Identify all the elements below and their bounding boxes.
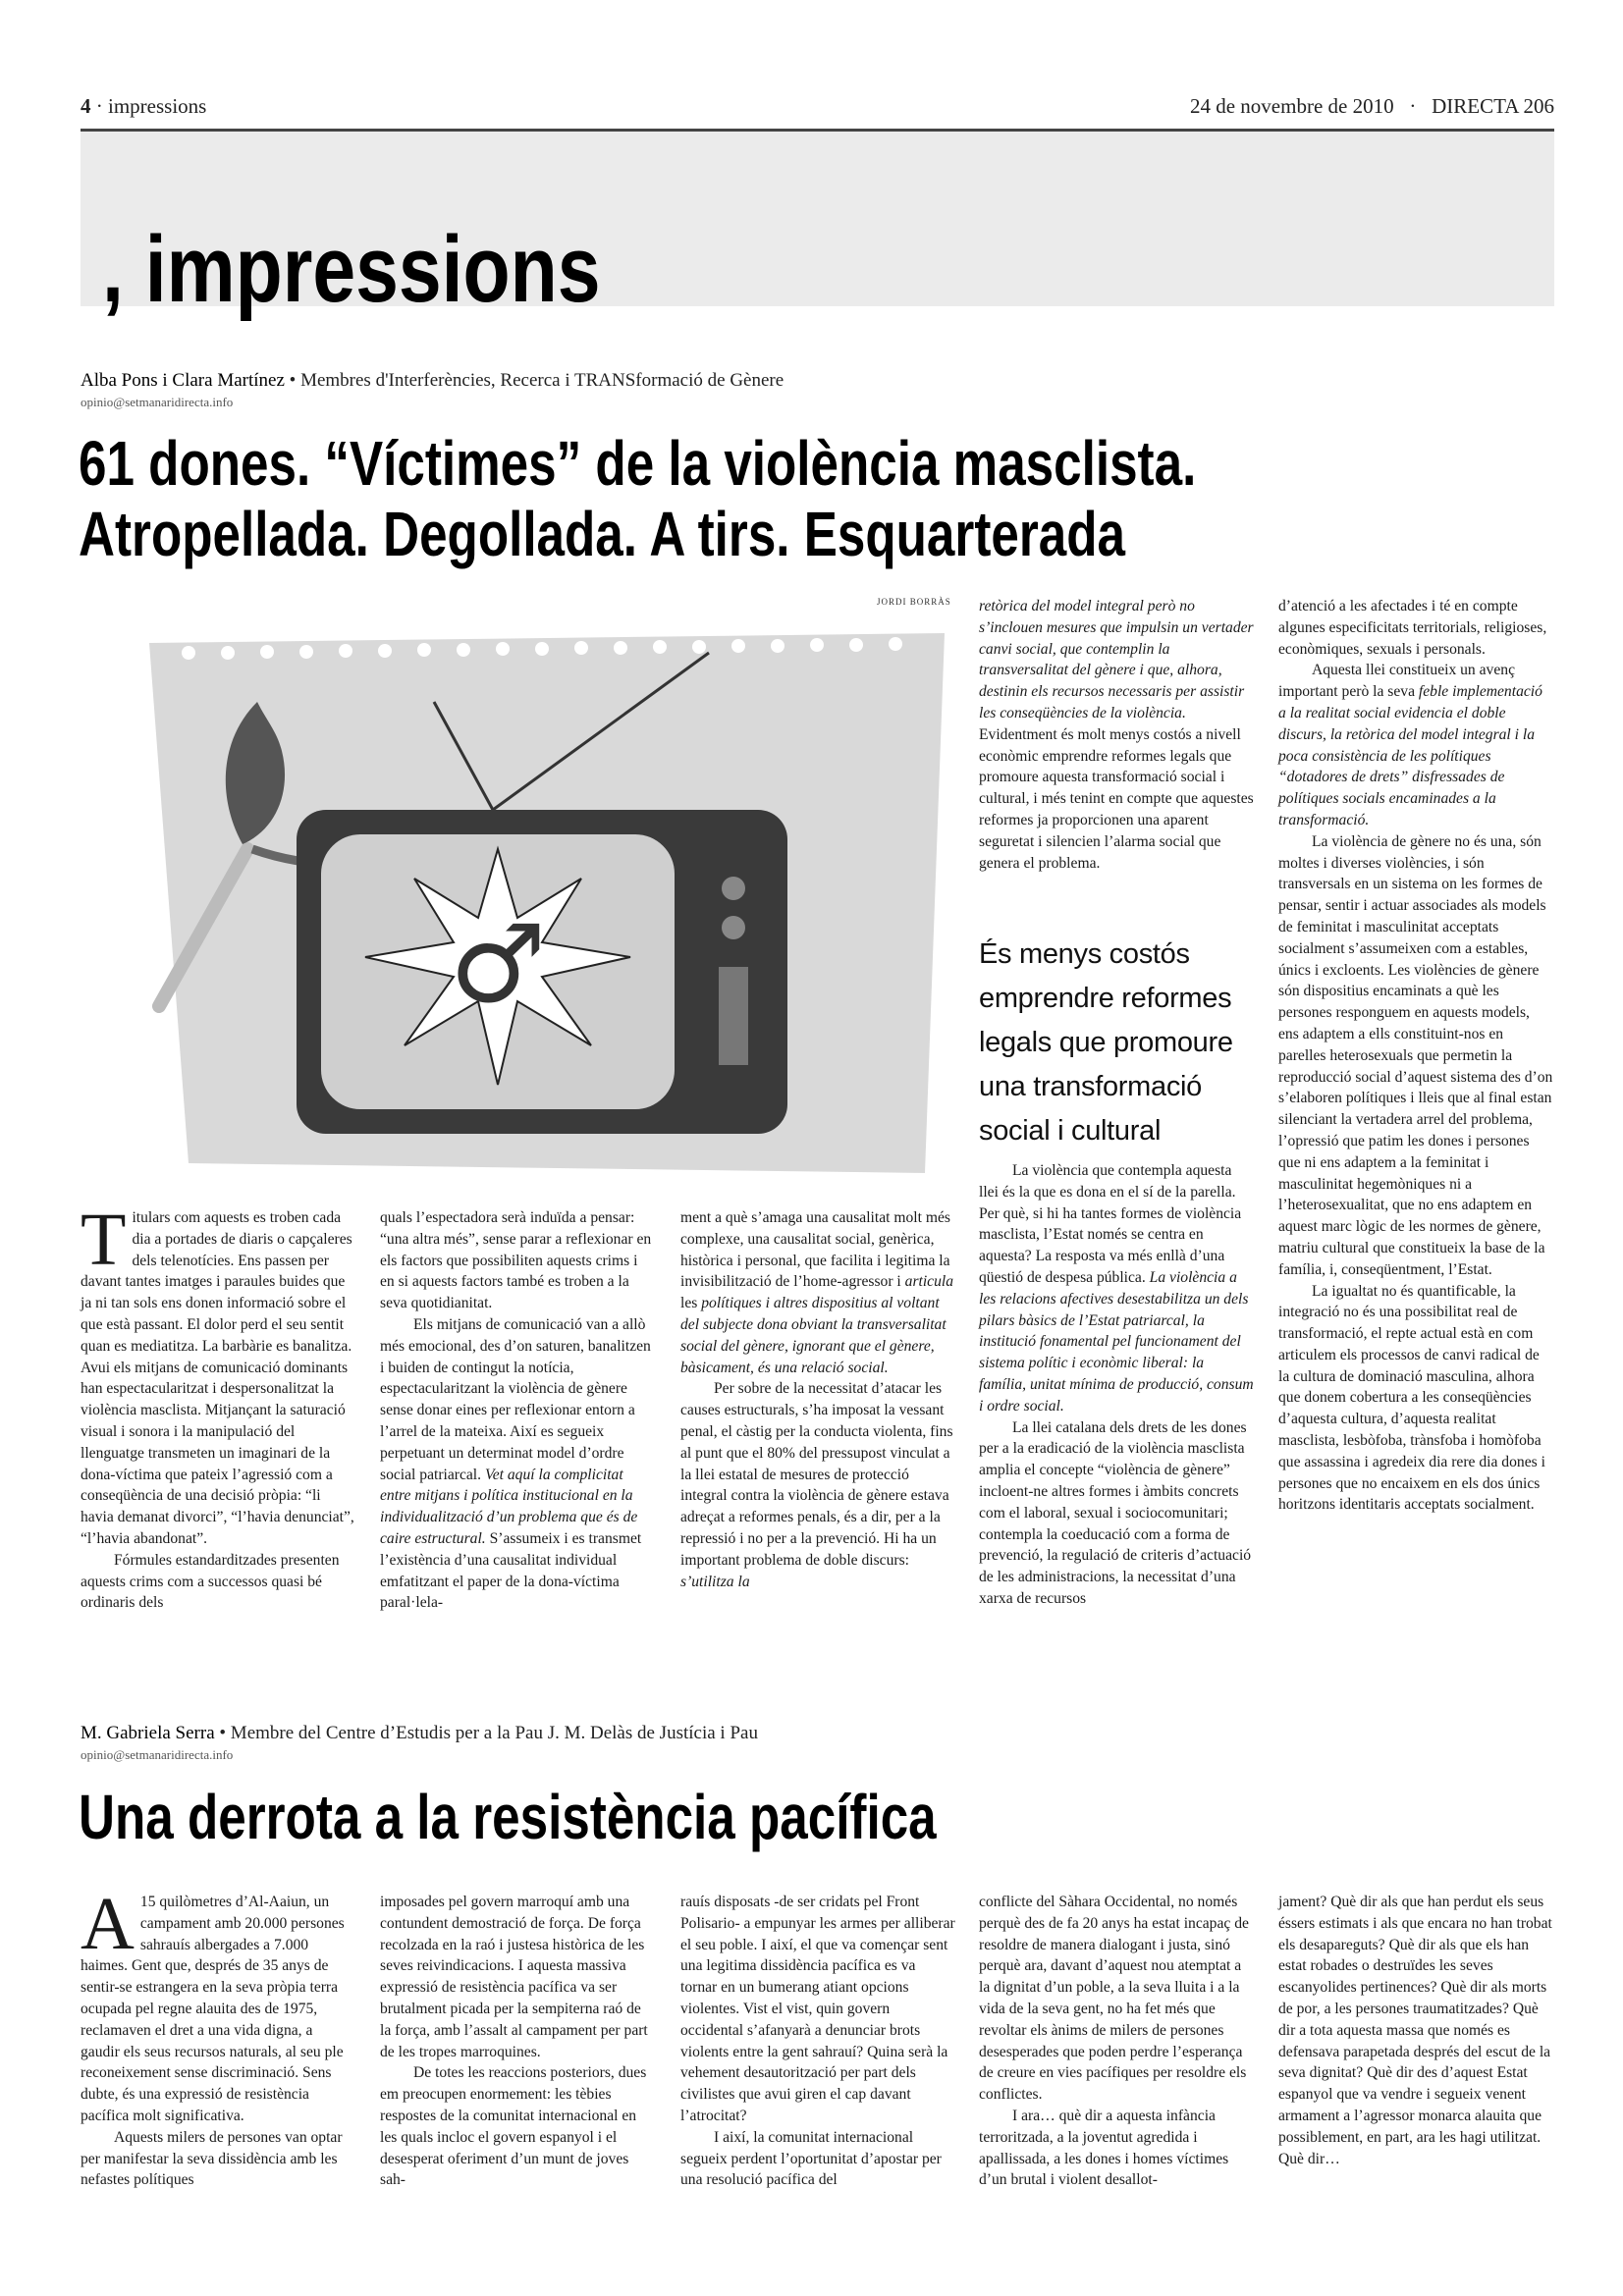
text-segment: Per sobre de la necessitat d’atacar les causes estructurals, s’ha imposat la vessant penal, el càstig per la conducta violenta, fins al punt que el 80% del pressupost vinculat a la llei estatal de mesures de protecció integral contra la violència de gènere estava adreçat a reformes penals, és a dir, per a la repressió i no per a la prevenció. Hi ha un important problema de doble discurs: (680, 1380, 953, 1569)
paragraph (979, 1892, 1254, 2106)
text-segment: rauís disposats -de ser cridats pel Front Polisario- a empunyar les armes per alliberar el seu poble. I així, el que va començar sent una legitima dissidència pacífica es va tornar en un bumerang atiant opcions violentes. Vist el vist, quin govern occidental s’afanyarà a denunciar brots violents entre la gent sahrauí? Quina serà la vehement desautorització per part dels civilistes que avui giren el cap davant l’atrocitat? (680, 1894, 955, 2124)
text-segment: I així, la comunitat internacional segueix perdent l’oportunitat d’apostar per una resolució pacífica del (680, 2128, 942, 2189)
text-segment: Fórmules estandarditzades presenten aquests crims com a successos quasi bé ordinaris dels (81, 1551, 340, 1612)
author-email-link[interactable]: opinio@setmanaridirecta.info (81, 1747, 234, 1762)
byline-dot: • (289, 370, 301, 391)
drop-cap: T (81, 1199, 127, 1281)
separator-dot: · (1398, 94, 1427, 118)
italic-text: polítiques i altres dispositius al voltant del subjecte dona obviant la transversalitat social del gènere, ignorant que el gènere, bàsicament, és una relació social. (680, 1295, 947, 1376)
text-segment: ment a què s’amaga una causalitat molt més complexe, una causalitat social, genèrica, històrica i personal, que facilita i legitima la invisibilització de l’home-agressor i (680, 1209, 950, 1291)
text-segment: La llei catalana dels drets de les dones per a la eradicació de la violència masclista amplia el concepte “violència de gènere” incloent-ne altres formes i àmbits concrets com el laboral, sexual i sociocomunitari; contempla la coeducació com a forma de prevenció, la regulació de criteris d’actuació de les administracions, la necessitat d’una xarxa de recursos (979, 1418, 1252, 1607)
article1-column-2 (380, 1207, 655, 1614)
running-header-left (81, 94, 206, 119)
article1-headline-line1: 61 dones. “Víctimes” de la violència masclista. (79, 428, 1197, 499)
text-segment: conflicte del Sàhara Occidental, no només perquè des de fa 20 anys ha estat incapaç de resoldre de manera dialogant i justa, sinó perquè ara, davant d’aquest nou atemptat a la dignitat d’un poble, a la seva lluita i a la vida de la seva gent, no ha fet més que revoltar els ànims de milers de persones desesperades que poden perdre l’esperança de creure en vies pacífiques per resoldre els conflictes. (979, 1894, 1249, 2104)
paragraph (1278, 1281, 1553, 1517)
text-segment: imposades pel govern marroquí amb una contundent demostració de força. De força recolzada en la raó i justesa històrica de les seves reivindicacions. I aquesta massiva expressió de resistència pacífica va ser brutalment picada per la sempiterna raó de la força, amb l’assalt al campament per part de les tropes marroquines. (380, 1894, 648, 2060)
italic-text: feble implementació a la realitat social evidencia el doble discurs, la retòrica del model integral i la poca consistència de les polítiques “dotadores de drets” disfressades de polítiques socials encaminades a la transformació. (1278, 683, 1542, 828)
article2-column-4 (979, 1892, 1254, 2191)
photo-credit: JORDI BORRÀS (877, 597, 951, 607)
italic-text: s’utilitza la (680, 1573, 750, 1590)
tv-knob (722, 877, 745, 900)
text-segment: 15 quilòmetres d’Al-Aaiun, un campament amb 20.000 persones sahrauís albergades a 7.000 haimes. Gent que, després de 35 anys de sentir-se estrangera en la seva pròpia terra ocupada pel regne alauita des de 1975, reclamaven el dret a una vida digna, a gaudir els seus recursos naturals, al seu ple reconeixement sense discriminació. Sens dubte, és una expressió de resistència pacífica molt significativa. (81, 1894, 345, 2124)
text-segment: S’assumeix i es transmet l’existència d’una causalitat individual emfatitzant el paper de la dona-víctima paral·lela- (380, 1529, 642, 1612)
author-name: M. Gabriela Serra (81, 1723, 215, 1743)
article2-column-3 (680, 1892, 955, 2191)
tv-speaker (719, 967, 748, 1065)
article2-column-2 (380, 1892, 655, 2191)
article1-column-4-bottom (979, 1160, 1254, 1610)
paragraph (680, 2127, 955, 2191)
paragraph (979, 596, 1254, 874)
article1-column-4-top (979, 596, 1254, 874)
article2-column-1 (81, 1883, 355, 2191)
text-segment: Aquests milers de persones van optar per manifestar la seva dissidència amb les nefastes polítiques (81, 2128, 343, 2189)
article2-headline: Una derrota a la resistència pacífica (79, 1782, 937, 1852)
paragraph (1278, 660, 1553, 830)
author-name: Alba Pons i Clara Martínez (81, 370, 285, 391)
article2-column-5 (1278, 1892, 1553, 2169)
italic-text: retòrica del model integral però no s’inclouen mesures que impulsin un vertader canvi social, que contemplin la transversalitat del gènere i que, alhora, destinin els recursos necessaris per assistir les conseqüències de la violència. (979, 598, 1254, 721)
article1-column-5 (1278, 596, 1553, 1516)
paragraph (680, 1892, 955, 2127)
drop-cap: A (81, 1883, 135, 1965)
text-segment: les (680, 1295, 702, 1312)
text-segment: La violència de gènere no és una, són moltes i diverses violències, i són transversals en un sistema on les formes de pensar, sentir i actuar associades als models de feminitat i masculinitat acceptats socialment s’assumeixen com a estables, únics i excloents. Les violències de gènere són dispositius encaminats a què les persones responguem en aquests models, ens adaptem a ells constituint-nos en parelles heterosexuals que permetin la reproducció social d’aquest sistema des d’on s’elaboren polítiques i lleis que al final estan silenciant la vertadera arrel del problema, l’opressió que patim les dones i persones que ni ens adaptem a la feminitat i masculinitat hegemòniques ni a l’heterosexualitat, que no ens adaptem en aquest marc lògic de les normes de gènere, matriu cultural que constitueix la base de la família, i, conseqüentment, l’Estat. (1278, 832, 1553, 1278)
paragraph (380, 1314, 655, 1614)
paragraph (979, 2106, 1254, 2191)
article1-headline-line2: Atropellada. Degollada. A tirs. Esquarterada (79, 499, 1125, 569)
section-title: , impressions (102, 217, 601, 322)
article1-byline (81, 370, 784, 392)
paragraph (380, 1892, 655, 2062)
paragraph (1278, 831, 1553, 1281)
byline-dot: • (219, 1723, 231, 1743)
paragraph (380, 2062, 655, 2191)
author-email-link[interactable]: opinio@setmanaridirecta.info (81, 395, 234, 409)
paragraph (979, 1417, 1254, 1610)
article2-byline (81, 1723, 758, 1744)
issue-date: 24 de novembre de 2010 (1189, 94, 1394, 118)
text-segment: Els mitjans de comunicació van a allò més emocional, des d’on saturen, banalitzen i buiden de contingut la notícia, espectacularitzant la violència de gènere sense donar eines per reflexionar entorn a l’arrel de la mateixa. Així es segueix perpetuant un determinat model d’ordre social patriarcal. (380, 1315, 651, 1483)
text-segment: d’atenció a les afectades i té en compte algunes especificitats territorials, religioses, econòmiques, sexuals i personals. (1278, 598, 1547, 658)
text-segment: I ara… què dir a aquesta infància terroritzada, a la joventut agredida i apallissada, a les dones i homes víctimes d’un brutal i violent desallot- (979, 2107, 1229, 2189)
text-segment: De totes les reaccions posteriors, dues em preocupen enormement: les tèbies respostes de la comunitat internacional en les quals incloc el govern espanyol i el desesperat oferiment d’un munt de joves sah- (380, 2064, 647, 2189)
paragraph (81, 1199, 355, 1550)
illustration-tv-match (81, 614, 954, 1183)
text-segment: La violència que contempla aquesta llei és la que es dona en el sí de la parella. Per què, si hi ha tantes formes de violència masclista, l’Estat només se centra en aquesta? La resposta va més enllà d’una qüestió de despesa pública. (979, 1162, 1242, 1286)
paragraph (380, 1207, 655, 1314)
paragraph (680, 1207, 955, 1378)
italic-text: La violència a les relacions afectives desestabilitza un dels pilars bàsics de l’Estat patriarcal, la institució fonamental pel funcionament del sistema polític i econòmic liberal: la família, unitat mínima de producció, consum i ordre social. (979, 1268, 1254, 1415)
author-role: Membres d'Interferències, Recerca i TRANSformació de Gènere (300, 370, 784, 391)
paragraph (680, 1378, 955, 1592)
paragraph (1278, 1892, 1553, 2169)
page-number: 4 (81, 94, 91, 118)
paragraph (81, 1883, 355, 2127)
text-segment: jament? Què dir als que han perdut els seus éssers estimats i als que encara no han trobat els desapareguts? Què dir als que els han estat robades o destruïdes les seves escanyolides pertinences? Què dir als morts de por, a les persones traumatitzades? Què dir a tota aquesta massa que només es defensava parapetada després del escut de la seva dignitat? Què dir des d’aquest Estat espanyol que va vendre i segueix venent armament a l’agressor monarca alauita que possiblement, en part, ara les hagi utilitzat. Què dir… (1278, 1894, 1552, 2167)
paragraph (1278, 596, 1553, 660)
paragraph (979, 1160, 1254, 1417)
text-segment: Evidentment és molt menys costós a nivell econòmic emprendre reformes legals que promoure aquesta transformació social i cultural, i més tenint en compte que aquestes reformes ja proporcionen una aparent seguretat i silencien l’alarma social que genera el problema. (979, 725, 1254, 872)
separator-dot: · (95, 94, 108, 118)
running-header-right (1190, 94, 1554, 119)
author-role: Membre del Centre d’Estudis per a la Pau J. M. Delàs de Justícia i Pau (230, 1723, 758, 1743)
text-segment: itulars com aquests es troben cada dia a portades de diaris o capçaleres dels telenotícies. Ens passen per davant tantes imatges i paraules buides que ja ni tan sols ens donen informació sobre el que està passant. El dolor perd el seu sentit quan es mediatitza. La barbàrie es banalitza. Avui els mitjans de comunicació dominants han espectacularitzat i despersonalitzat la violència masclista. Mitjançant la saturació visual i sonora i la manipulació del llenguatge transmeten un imaginari de la dona-víctima que pateix l’agressió com a conseqüència de una decisió pròpia: “li havia demanat divorci”, “l’havia denunciat”, “l’havia abandonat”. (81, 1209, 354, 1547)
article1-column-1 (81, 1199, 355, 1614)
italic-text: articula (904, 1273, 954, 1291)
text-segment: Aquesta llei constitueix un avenç important però la seva (1278, 662, 1515, 701)
tv-knob (722, 916, 745, 939)
paragraph (81, 1550, 355, 1614)
male-symbol-icon: ♂ (449, 901, 547, 1027)
pull-quote: És menys costós emprendre reformes legals que promoure una transformació social i cultural (979, 938, 1233, 1147)
paragraph (81, 2127, 355, 2191)
publication-issue: DIRECTA 206 (1432, 94, 1554, 118)
text-segment: La igualtat no és quantificable, la integració no és una possibilitat real de transformació, el repte actual està en com articulem els processos de canvi radical de la cultura de dominació masculina, alhora que donem cobertura a les conseqüències d’aquesta cultura, d’aquesta realitat masclista, lesbòfoba, trànsfoba i homòfoba que assassina i agredeix dia rere dia dones i persones que no encaixem en els dos únics horitzons identitaris acceptats socialment. (1278, 1282, 1545, 1514)
text-segment: quals l’espectadora serà induïda a pensar: “una altra més”, sense parar a reflexionar en els factors que possibiliten aquests crims i en si aquests factors també es troben a la seva quotidianitat. (380, 1209, 652, 1312)
article1-column-3 (680, 1207, 955, 1592)
running-section: impressions (108, 94, 207, 118)
italic-text: Vet aquí la complicitat entre mitjans i política institucional en la individualització d’un problema que és de caire estructural. (380, 1466, 638, 1547)
